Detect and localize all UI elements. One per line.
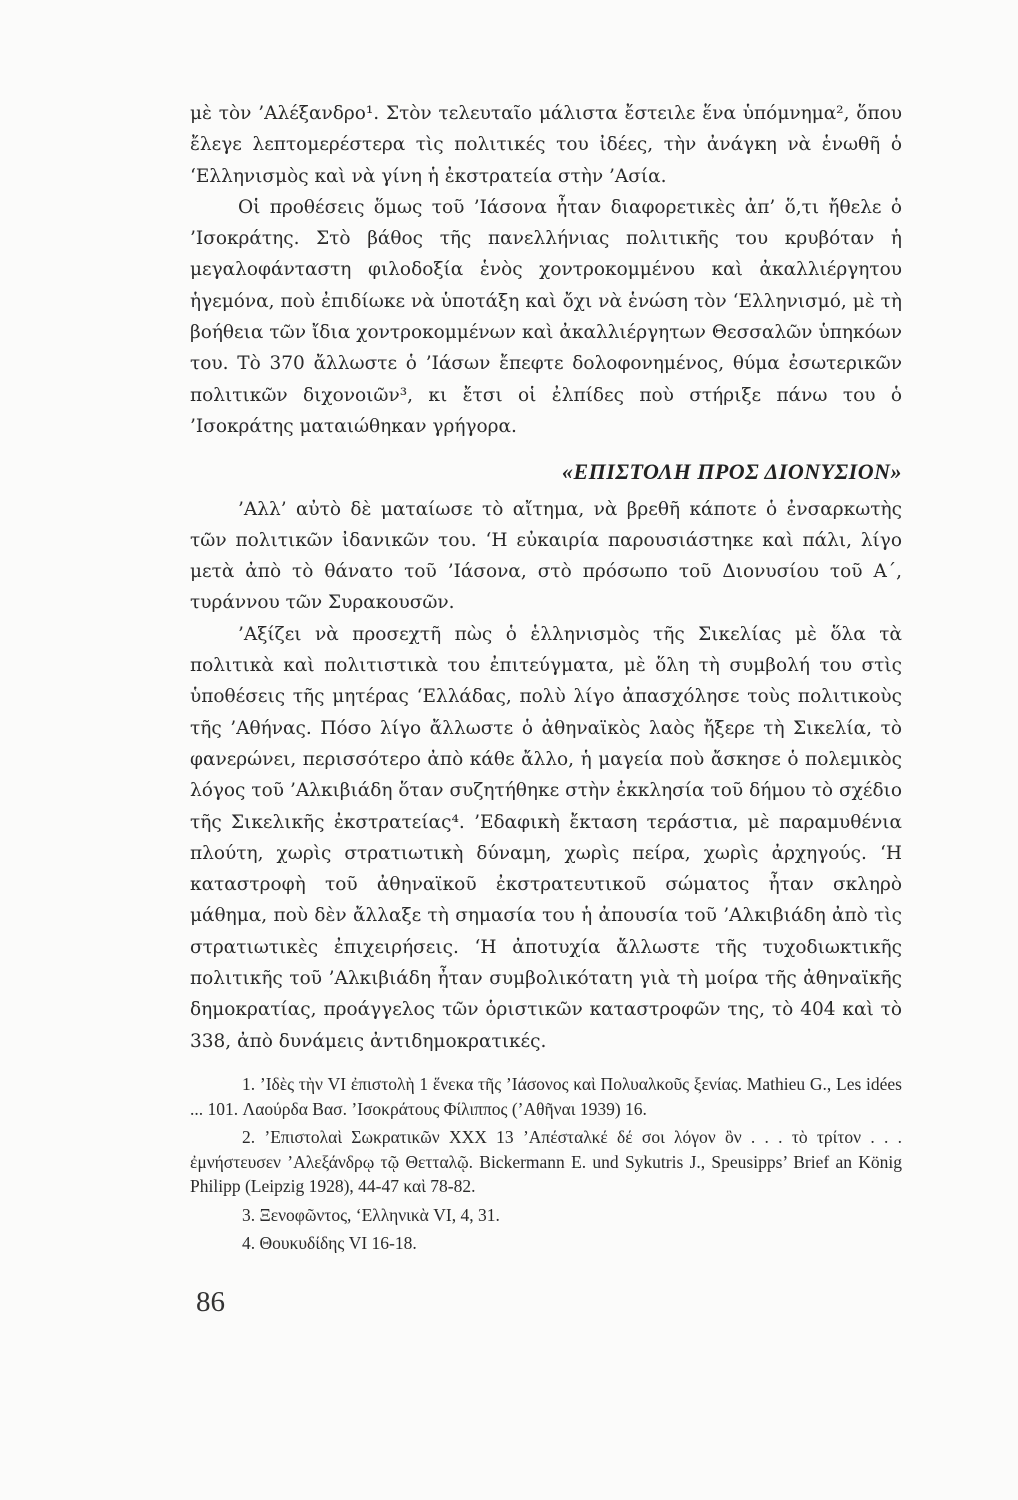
footnote-3: 3. Ξενοφῶντος, ‘Ελληνικὰ VI, 4, 31. xyxy=(242,1204,500,1225)
section-heading: «ΕΠΙΣΤΟΛΗ ΠΡΟΣ ΔΙΟΝΥΣΙΟΝ» xyxy=(562,459,902,485)
footnote-2: 2. ’Επιστολαὶ Σωκρατικῶν XXX 13 ’Απέσταλκέ δέ σοι λόγον ὃν . . . τὸ τρίτον . . . ἐμνήστευσεν ’Αλεξάνδρῳ τῷ Θετταλῷ. Bickermann E. und Sykutris J., Speusipps’ Brief an König Philipp (Leipzig 1928), 44-47 καὶ 78-82. xyxy=(190,1127,902,1196)
footnote-1: 1. ’Ιδὲς τὴν VI ἐπιστολὴ 1 ἕνεκα τῆς ’Ιάσονος καὶ Πολυαλκοῦς ξενίας. Mathieu G., Les idées ... 101. Λαούρδα Βασ. ’Ισοκράτους Φίλιππος (’Αθῆναι 1939) 16. xyxy=(190,1074,902,1119)
footnote-4: 4. Θουκυδίδης VI 16-18. xyxy=(242,1233,417,1253)
footnotes xyxy=(190,1072,902,1260)
page-number: 86 xyxy=(196,1286,225,1318)
paragraph-3: ’Αλλ’ αὐτὸ δὲ ματαίωσε τὸ αἴτημα, νὰ βρεθῆ κάποτε ὁ ἐνσαρκωτὴς τῶν πολιτικῶν ἰδανικῶν του. ‘Η εὐκαιρία παρουσιάστηκε καὶ πάλι, λίγο μετὰ ἀπὸ τὸ θάνατο τοῦ ’Ιάσονα, στὸ πρόσωπο τοῦ Διονυσίου τοῦ Α΄, τυράννου τῶν Συρακουσῶν. xyxy=(190,498,902,614)
main-text xyxy=(190,98,902,1057)
paragraph-1: μὲ τὸν ’Αλέξανδρο¹. Στὸν τελευταῖο μάλιστα ἔστειλε ἕνα ὑπόμνημα², ὅπου ἔλεγε λεπτομερέστερα τὶς πολιτικές του ἰδέες, τὴν ἀνάγκη νὰ ἑνωθῆ ὁ ‘Ελληνισμὸς καὶ νὰ γίνη ἡ ἐκστρατεία στὴν ’Ασία. xyxy=(190,103,902,187)
paragraph-2: Οἱ προθέσεις ὅμως τοῦ ’Ιάσονα ἦταν διαφορετικὲς ἀπ’ ὅ,τι ἤθελε ὁ ’Ισοκράτης. Στὸ βάθος τῆς πανελλήνιας πολιτικῆς του κρυβόταν ἡ μεγαλοφάνταστη φιλοδοξία ἑνὸς χοντροκομμένου καὶ ἀκαλλιέργητου ἡγεμόνα, ποὺ ἐπιδίωκε νὰ ὑποτάξη καὶ ὄχι νὰ ἑνώση τὸν ‘Ελληνισμό, μὲ τὴ βοήθεια τῶν ἴδια χοντροκομμένων καὶ ἀκαλλιέργητων Θεσσαλῶν ὑπηκόων του. Τὸ 370 ἄλλωστε ὁ ’Ιάσων ἔπεφτε δολοφονημένος, θύμα ἐσωτερικῶν πολιτικῶν διχονοιῶν³, κι ἔτσι οἱ ἐλπίδες ποὺ στήριξε πάνω του ὁ ’Ισοκράτης ματαιώθηκαν γρήγορα. xyxy=(190,196,902,437)
paragraph-4: ’Αξίζει νὰ προσεχτῆ πὼς ὁ ἑλληνισμὸς τῆς Σικελίας μὲ ὅλα τὰ πολιτικὰ καὶ πολιτιστικὰ του ἐπιτεύγματα, μὲ ὅλη τὴ συμβολή του στὶς ὑποθέσεις τῆς μητέρας ‘Ελλάδας, πολὺ λίγο ἀπασχόλησε τοὺς πολιτικοὺς τῆς ’Αθήνας. Πόσο λίγο ἄλλωστε ὁ ἀθηναϊκὸς λαὸς ἤξερε τὴ Σικελία, τὸ φανερώνει, περισσότερο ἀπὸ κάθε ἄλλο, ἡ μαγεία ποὺ ἄσκησε ὁ πολεμικὸς λόγος τοῦ ’Αλκιβιάδη ὅταν συζητήθηκε στὴν ἐκκλησία τοῦ δήμου τὸ σχέδιο τῆς Σικελικῆς ἐκστρατείας⁴. ’Εδαφικὴ ἔκταση τεράστια, μὲ παραμυθένια πλούτη, χωρὶς στρατιωτικὴ δύναμη, χωρὶς πείρα, χωρὶς ἀρχηγούς. ‘Η καταστροφὴ τοῦ ἀθηναϊκοῦ ἐκστρατευτικοῦ σώματος ἦταν σκληρὸ μάθημα, ποὺ δὲν ἄλλαξε τὴ σημασία του ἡ ἀπουσία τοῦ ’Αλκιβιάδη ἀπὸ τὶς στρατιωτικὲς ἐπιχειρήσεις. ‘Η ἀποτυχία ἄλλωστε τῆς τυχοδιωκτικῆς πολιτικῆς τοῦ ’Αλκιβιάδη ἦταν συμβολικότατη γιὰ τὴ μοίρα τῆς ἀθηναϊκῆς δημοκρατίας, προάγγελος τῶν ὁριστικῶν καταστροφῶν της, τὸ 404 καὶ τὸ 338, ἀπὸ δυνάμεις ἀντιδημοκρατικές. xyxy=(190,623,902,1052)
